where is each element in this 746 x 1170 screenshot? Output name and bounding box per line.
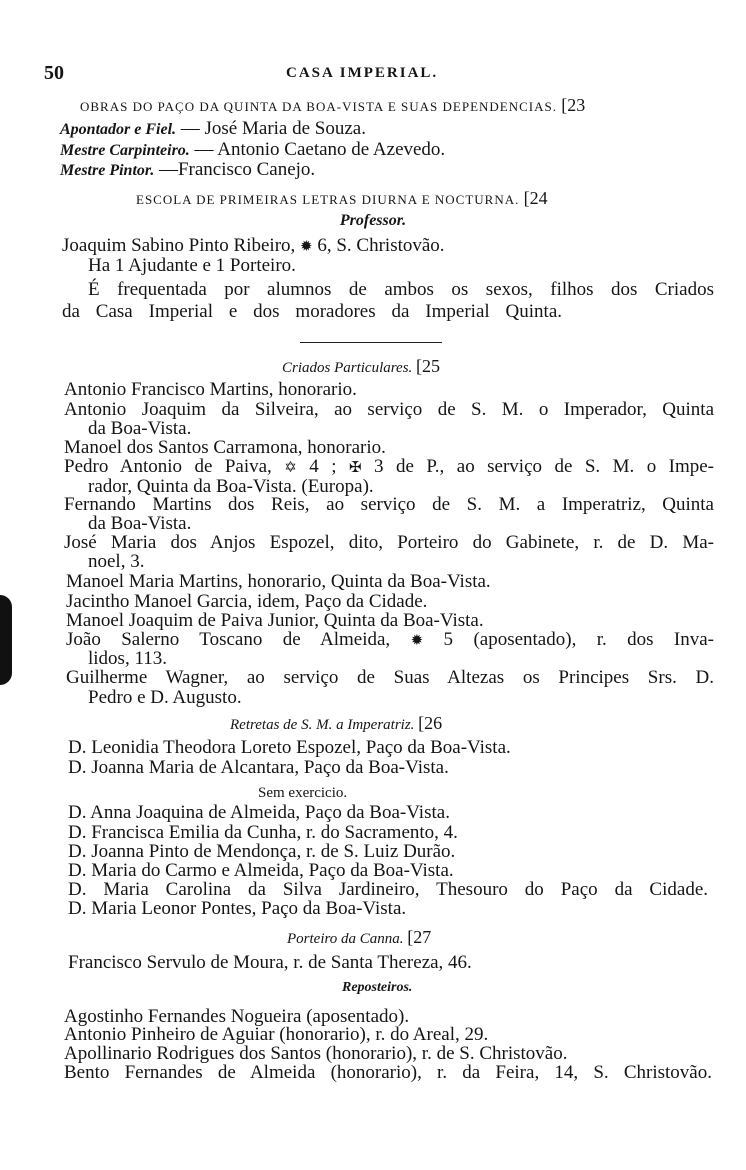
heading-text: OBRAS DO PAÇO DA QUINTA DA BOA-VISTA E SUAS DEPENDENCIAS. [80,99,557,114]
list-item: Fernando Martins dos Reis, ao serviço de S. M. a Imperatriz, Quinta [64,494,714,515]
list-item: D. Joanna Pinto de Mendonça, r. de S. Luiz Durão. [68,841,456,862]
section-ref: [24 [523,188,548,208]
list-item: Antonio Francisco Martins, honorario. [64,379,357,400]
list-item: Jacintho Manoel Garcia, idem, Paço da Cidade. [66,591,428,612]
list-item: Bento Fernandes de Almeida (honorario), r. da Feira, 14, S. Christovão. [64,1062,712,1083]
list-item [64,456,714,478]
section-ref: [25 [416,356,441,376]
subheading-sem-exercicio: Sem exercicio. [258,785,348,801]
list-item: Francisco Servulo de Moura, r. de Santa Thereza, 46. [68,952,472,973]
section-divider [300,342,442,343]
role-label: Mestre Carpinteiro. [60,142,190,159]
staff-entry [60,139,445,161]
page-number: 50 [44,62,64,84]
list-item: D. Leonidia Theodora Loreto Espozel, Paço da Boa-Vista. [68,737,511,758]
address: 6, S. Christovão. [317,235,445,256]
section-heading-escola [136,187,548,209]
person-name: Pedro Antonio de Paiva, [64,456,272,477]
list-item: Agostinho Fernandes Nogueira (aposentado). [64,1006,410,1027]
person-name: — José Maria de Souza. [180,118,366,139]
section-heading-porteiro [287,926,431,948]
list-item: Antonio Joaquim da Silveira, ao serviço de S. M. o Imperador, Quinta [64,399,714,420]
list-item: Apollinario Rodrigues dos Santos (honorario), r. de S. Christovão. [64,1043,568,1064]
subheading-professor: Professor. [339,212,407,229]
staff-note: Ha 1 Ajudante e 1 Porteiro. [88,255,296,276]
cross-icon: ✠ [348,460,362,476]
star-of-david-icon: ✡ [284,460,297,476]
medal-icon: ✹ [410,633,424,649]
section-ref: [27 [407,927,432,947]
list-item: Guilherme Wagner, ao serviço de Suas Altezas os Principes Srs. D. [66,667,714,688]
person-name: João Salerno Toscano de Almeida, [66,629,391,650]
list-item: D. Francisca Emilia da Cunha, r. do Sacramento, 4. [68,822,458,843]
list-item-continuation: da Boa-Vista. [88,513,192,534]
staff-entry [60,159,315,181]
list-item-continuation: rador, Quinta da Boa-Vista. (Europa). [88,476,374,497]
list-item-continuation: noel, 3. [88,551,145,572]
staff-entry [60,118,366,140]
section-ref: [26 [418,713,443,733]
scan-margin-blot [0,595,12,685]
heading-text: Porteiro da Canna. [287,931,404,947]
decoration-grade: 4 ; [309,456,337,477]
list-item: D. Maria Leonor Pontes, Paço da Boa-Vista. [68,898,407,919]
medal-icon: ✹ [300,239,313,255]
section-heading-obras [80,94,585,116]
list-item: D. Maria Carolina da Silva Jardineiro, Thesouro do Paço da Cidade. [68,879,708,900]
professor-line [62,235,445,257]
school-note: da Casa Imperial e dos moradores da Imperial Quinta. [62,301,562,322]
section-heading-retretas [230,712,442,734]
school-note: É frequentada por alumnos de ambos os sexos, filhos dos Criados [88,279,714,300]
person-name: —Francisco Canejo. [158,159,316,180]
list-item: D. Maria do Carmo e Almeida, Paço da Boa-Vista. [68,860,454,881]
list-item-continuation: lidos, 113. [88,648,167,669]
heading-text: Criados Particulares. [282,360,413,376]
list-item: José Maria dos Anjos Espozel, dito, Porteiro do Gabinete, r. de D. Ma- [64,532,714,553]
role-label: Mestre Pintor. [60,162,155,179]
role-label: Apontador e Fiel. [60,121,177,138]
list-item: Manoel Maria Martins, honorario, Quinta da Boa-Vista. [66,571,491,592]
person-name: Joaquim Sabino Pinto Ribeiro, [62,235,296,256]
list-item: D. Anna Joaquina de Almeida, Paço da Boa-Vista. [68,802,450,823]
person-name: — Antonio Caetano de Azevedo. [194,139,446,160]
list-item: Antonio Pinheiro de Aguiar (honorario), r. do Areal, 29. [64,1024,489,1045]
list-item: Manoel Joaquim de Paiva Junior, Quinta da Boa-Vista. [66,610,484,631]
running-title: CASA IMPERIAL. [286,65,439,81]
list-item: D. Joanna Maria de Alcantara, Paço da Boa-Vista. [68,757,449,778]
section-heading-criados [282,355,440,377]
section-ref: [23 [561,95,586,115]
section-heading-reposteiros: Reposteiros. [342,980,413,995]
list-item-continuation: Pedro e D. Augusto. [88,687,242,708]
entry-text: 3 de P., ao serviço de S. M. o Impe- [374,456,715,477]
entry-text: 5 (aposentado), r. dos Inva- [443,629,714,650]
heading-text: ESCOLA DE PRIMEIRAS LETRAS DIURNA E NOCTURNA. [136,192,520,207]
list-item-continuation: da Boa-Vista. [88,418,192,439]
heading-text: Retretas de S. M. a Imperatriz. [230,717,415,733]
list-item: Manoel dos Santos Carramona, honorario. [64,437,386,458]
